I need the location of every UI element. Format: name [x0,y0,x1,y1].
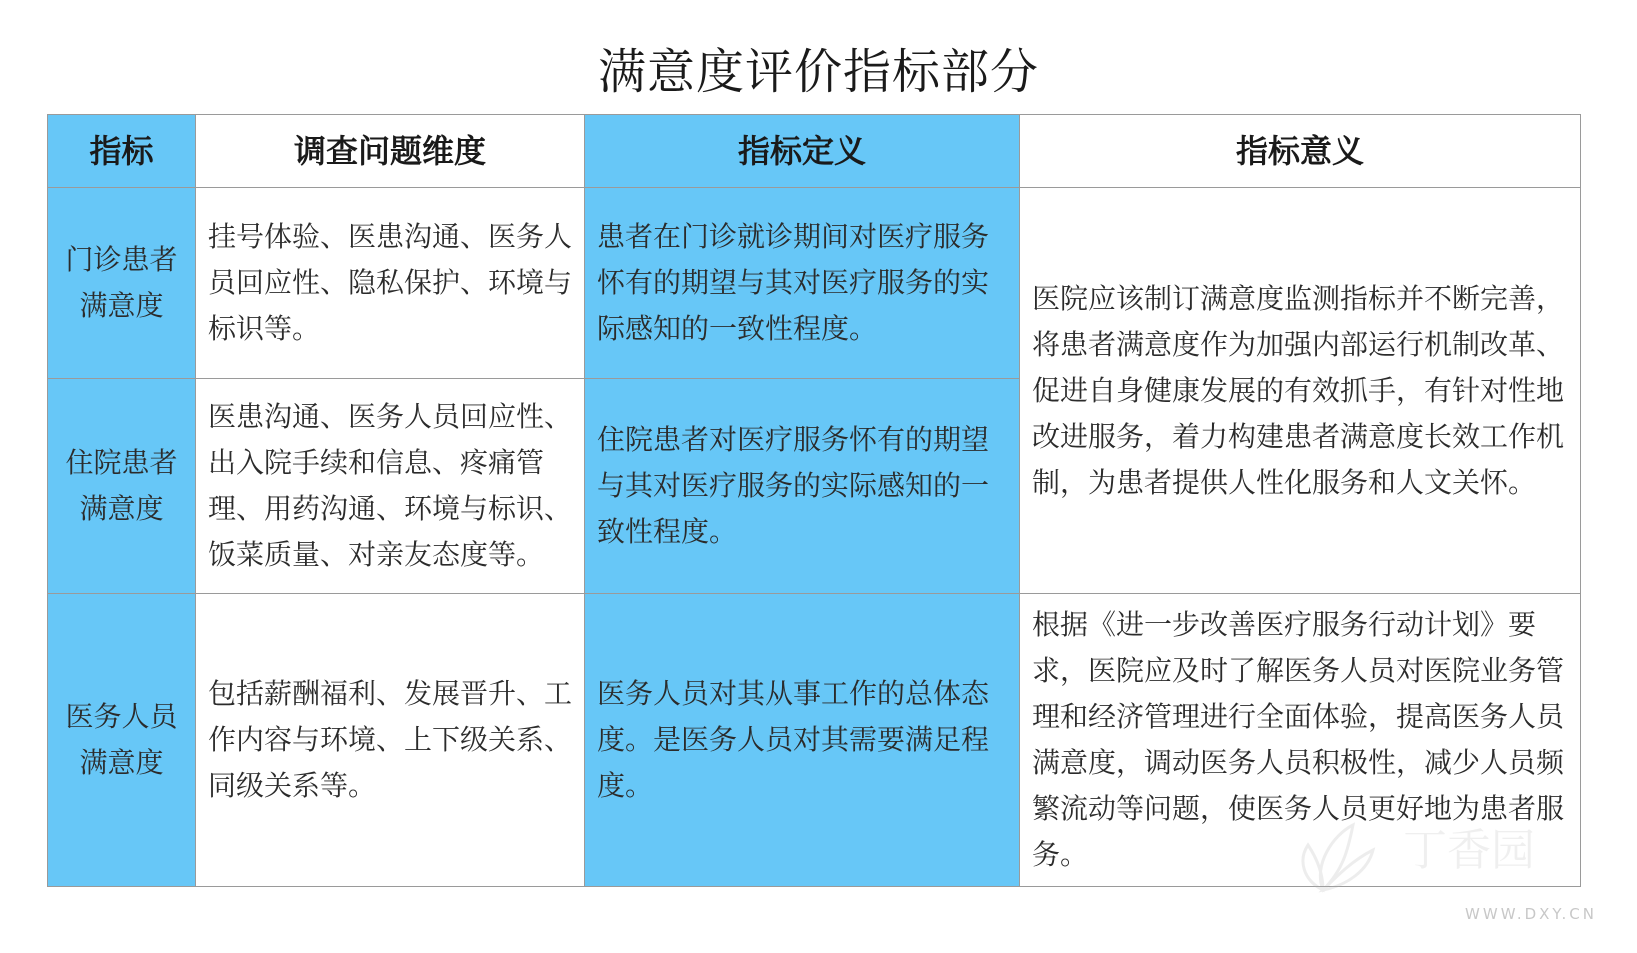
significance-cell: 医院应该制订满意度监测指标并不断完善，将患者满意度作为加强内部运行机制改革、促进自身健康发展的有效抓手，有针对性地改进服务，着力构建患者满意度长效工作机制，为患者提供人性化服务和人文关怀。 [1020,188,1581,594]
definition-cell: 医务人员对其从事工作的总体态度。是医务人员对其需要满足程度。 [585,594,1020,887]
dimension-cell: 医患沟通、医务人员回应性、出入院手续和信息、疼痛管理、用药沟通、环境与标识、饭菜质量、对亲友态度等。 [196,379,585,594]
watermark-brand: 丁香园 [1403,825,1535,876]
watermark-url: WWW.DXY.CN [1465,905,1597,923]
header-indicator: 指标 [48,115,196,188]
indicator-line: 满意度 [79,492,164,525]
definition-cell: 患者在门诊就诊期间对医疗服务怀有的期望与其对医疗服务的实际感知的一致性程度。 [585,188,1020,379]
page-title: 满意度评价指标部分 [597,44,1039,100]
indicator-line: 门诊患者 [65,243,178,276]
table-header-row [48,115,1581,188]
header-definition: 指标定义 [585,115,1020,188]
watermark-logo-icon [1293,805,1623,915]
header-significance: 指标意义 [1020,115,1581,188]
dimension-cell: 包括薪酬福利、发展晋升、工作内容与环境、上下级关系、同级关系等。 [196,594,585,887]
indicator-line: 医务人员 [65,700,178,733]
definition-cell: 住院患者对医疗服务怀有的期望与其对医疗服务的实际感知的一致性程度。 [585,379,1020,594]
table-row [48,188,1581,379]
indicator-cell [48,379,196,594]
indicator-line: 满意度 [79,289,164,322]
header-dimension: 调查问题维度 [196,115,585,188]
indicator-table-container [47,114,1580,887]
significance-cell: 根据《进一步改善医疗服务行动计划》要求，医院应及时了解医务人员对医院业务管理和经济管理进行全面体验，提高医务人员满意度，调动医务人员积极性，减少人员频繁流动等问题，使医务人员更好地为患者服务。 [1020,594,1581,887]
indicator-line: 住院患者 [65,446,178,479]
indicator-cell [48,594,196,887]
dimension-cell: 挂号体验、医患沟通、医务人员回应性、隐私保护、环境与标识等。 [196,188,585,379]
indicator-line: 满意度 [79,746,164,779]
indicator-table [47,114,1581,887]
indicator-cell [48,188,196,379]
